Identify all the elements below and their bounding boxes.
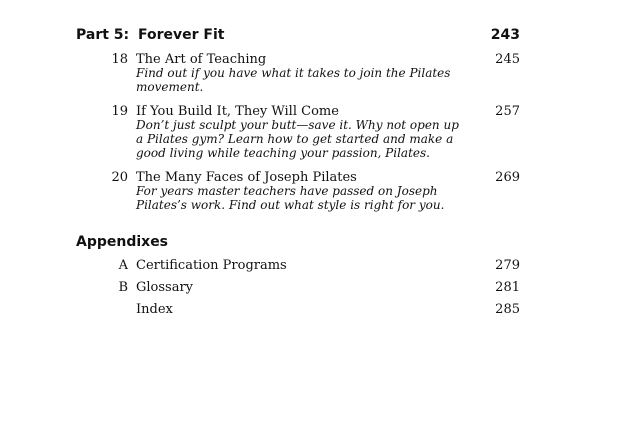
appendix-letter: A: [118, 258, 128, 273]
chapter-title: The Many Faces of Joseph Pilates: [136, 170, 357, 185]
toc-appendix-a[interactable]: [76, 258, 520, 276]
toc-index[interactable]: [76, 302, 520, 320]
toc-chapter-19[interactable]: [76, 104, 520, 164]
chapter-title: The Art of Teaching: [136, 52, 267, 67]
chapter-description: For years master teachers have passed on Joseph Pilates’s work. Find out what style is right for you.: [136, 184, 445, 212]
appendix-page-number: 279: [495, 258, 520, 273]
chapter-page-number: 257: [495, 104, 520, 119]
chapter-description: Find out if you have what it takes to join the Pilates movement.: [136, 66, 451, 94]
chapter-title: If You Build It, They Will Come: [136, 104, 339, 119]
part-page-number: 243: [490, 27, 520, 43]
appendix-letter: B: [118, 280, 128, 295]
chapter-page-number: 269: [495, 170, 520, 185]
appendix-title: Glossary: [136, 280, 194, 295]
part-heading: [76, 27, 520, 47]
toc-appendix-b[interactable]: [76, 280, 520, 298]
toc-chapter-18[interactable]: [76, 52, 520, 92]
part-title: Forever Fit: [138, 27, 225, 43]
chapter-number: 19: [111, 104, 128, 119]
appendixes-heading: Appendixes: [76, 234, 169, 250]
chapter-number: 20: [111, 170, 128, 185]
appendix-title: Certification Programs: [136, 258, 287, 273]
toc-chapter-20[interactable]: [76, 170, 520, 216]
chapter-page-number: 245: [495, 52, 520, 67]
chapter-description: Don’t just sculpt your butt—save it. Why not open up a Pilates gym? Learn how to get started and make a good living while teaching your passion, Pilates.: [136, 118, 459, 160]
appendix-page-number: 285: [495, 302, 520, 317]
appendix-page-number: 281: [495, 280, 520, 295]
chapter-number: 18: [111, 52, 128, 67]
appendix-title: Index: [136, 302, 173, 317]
part-label: Part 5:: [76, 27, 130, 43]
